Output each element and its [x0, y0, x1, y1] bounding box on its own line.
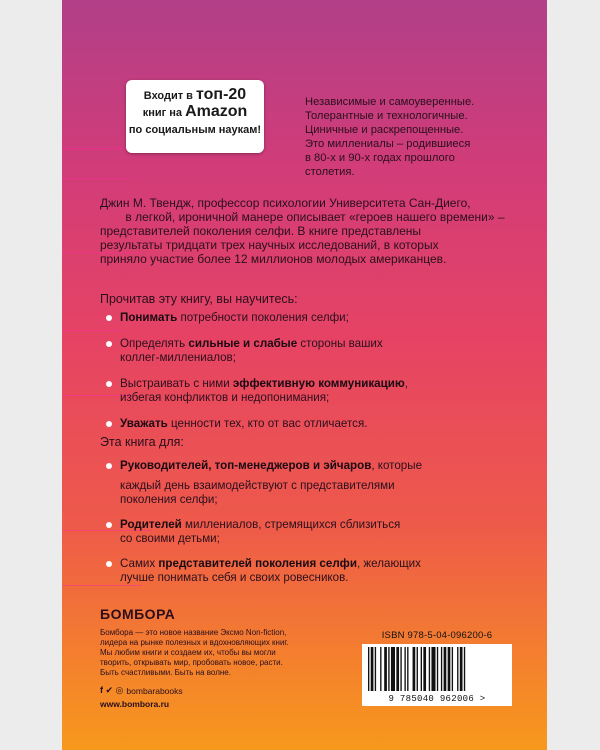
isbn-number: ISBN 978-5-04-096200-6 [381, 630, 493, 641]
barcode-bar [444, 647, 447, 691]
barcode-bar [375, 647, 376, 691]
intro-line: в 80-х и 90-х годах прошлого [305, 152, 455, 164]
barcode-bar [413, 647, 416, 691]
barcode-bar [441, 647, 442, 691]
publisher-website[interactable]: www.bombora.ru [100, 699, 170, 709]
social-handle[interactable]: bombarabooks [126, 685, 183, 696]
barcode-bar [457, 647, 458, 691]
barcode-bar [404, 647, 405, 691]
barcode-bar [391, 647, 395, 691]
list-item: Руководителей, топ-менеджеров и эйчаров, которые каждый день взаимодействуют с представителями поколения селфи; [106, 459, 422, 507]
publisher-text: Бомбора — это новое название Эксмо Non-fiction, лидера на рынке полезных и вдохновляющих книг. Мы любим книги и создаем их, чтобы вы могли творить, открывать мир, пробовать новое, расти. Быть счастливыми. Быть на волне. [100, 628, 289, 677]
learn-heading: Прочитав эту книгу, вы научитесь: [100, 292, 298, 306]
intro-line: Циничные и раскрепощенные. [305, 124, 464, 136]
barcode-bar [417, 647, 418, 691]
barcode-bar [423, 647, 426, 691]
social-links[interactable] [100, 685, 183, 696]
intro-text [305, 95, 535, 179]
barcode-bar [380, 647, 381, 691]
barcode-bar [388, 647, 389, 691]
book-description [100, 196, 530, 266]
intro-line: Это миллениалы – родившиеся [305, 138, 471, 150]
barcode-bar [407, 647, 408, 691]
social-icons[interactable]: f ✔ ◎ [100, 685, 124, 695]
badge-amazon: Amazon [185, 103, 248, 120]
barcode-bar [464, 647, 465, 691]
audience-heading: Эта книга для: [100, 435, 184, 449]
list-item: Родителей миллениалов, стремящихся сблизиться со своими детьми; [106, 518, 422, 546]
badge-line1-prefix: Входит в [143, 90, 197, 102]
barcode-bar [460, 647, 463, 691]
barcode-bar [429, 647, 430, 691]
barcode-digits: 9 785040 962006 > [388, 694, 486, 704]
learn-list [106, 311, 408, 443]
ghost-line [62, 178, 132, 179]
barcode-bar [396, 647, 399, 691]
description-line: результаты тридцати трех научных исследований, в которых [100, 238, 439, 252]
isbn-block [362, 630, 512, 706]
intro-line: Толерантные и технологичные. [305, 110, 468, 122]
description-line: Джин М. Твендж, профессор психологии Университета Сан-Диего, [100, 196, 471, 210]
barcode [362, 644, 512, 706]
barcode-bar [400, 647, 401, 691]
barcode-bar [371, 647, 374, 691]
description-line: представителей поколения селфи. В книге представлены [100, 224, 422, 238]
barcode-bar [437, 647, 438, 691]
list-item: Понимать потребности поколения селфи; [106, 311, 408, 325]
badge-top20: топ-20 [196, 86, 247, 103]
description-line: приняло участие более 12 миллионов молодых американцев. [100, 252, 447, 266]
book-back-cover [62, 0, 547, 750]
description-line: в легкой, ироничной манере описывает «героев нашего времени» – [125, 210, 505, 224]
intro-line: Независимые и самоуверенные. [305, 96, 475, 108]
audience-list [106, 459, 422, 596]
publisher-logo: БОМБОРА [100, 606, 176, 622]
barcode-bar [452, 647, 453, 691]
list-item: Самих представителей поколения селфи, желающих лучше понимать себя и своих ровесников. [106, 557, 422, 585]
barcode-bar [384, 647, 387, 691]
barcode-bar [431, 647, 435, 691]
barcode-bar [448, 647, 451, 691]
barcode-bar [368, 647, 369, 691]
list-item: Уважать ценности тех, кто от вас отличается. [106, 417, 408, 431]
intro-line: столетия. [305, 166, 355, 178]
barcode-bar [421, 647, 422, 691]
amazon-top20-badge [126, 80, 264, 153]
badge-line3: по социальным наукам! [128, 124, 262, 136]
list-item: Выстраивать с ними эффективную коммуникацию, избегая конфликтов и недопонимания; [106, 377, 408, 405]
barcode-bars [368, 647, 506, 691]
badge-line2-prefix: книг на [142, 107, 186, 119]
list-item: Определять сильные и слабые стороны ваших коллег-миллениалов; [106, 337, 408, 365]
